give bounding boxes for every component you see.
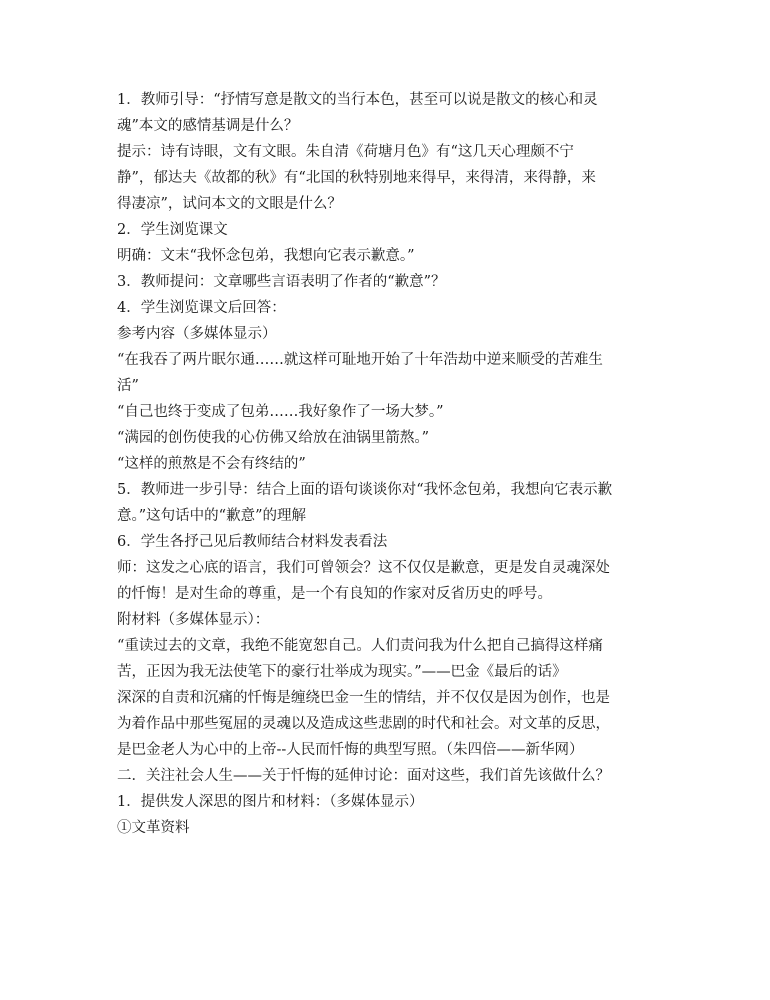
text-line: 5．教师进一步引导：结合上面的语句谈谈你对“我怀念包弟，我想向它表示歉 (117, 482, 613, 498)
text-line: 得凄凉”，试问本文的文眼是什么？ (117, 196, 342, 212)
text-line: 活” (117, 378, 139, 394)
text-line: ①文革资料 (117, 820, 190, 836)
text-line: “这样的煎熬是不会有终结的” (117, 456, 306, 472)
text-line: 2．学生浏览课文 (117, 222, 228, 238)
text-line: 静”，郁达夫《故都的秋》有“北国的秋特别地来得早，来得清，来得静，来 (117, 170, 596, 186)
text-line: 3．教师提问：文章哪些言语表明了作者的“歉意”？ (117, 274, 446, 290)
text-line: 的忏悔！是对生命的尊重，是一个有良知的作家对反省历史的呼号。 (117, 586, 552, 602)
text-line: 苦，正因为我无法使笔下的豪行壮举成为现实。”——巴金《最后的话》 (117, 664, 567, 680)
text-line: 附材料（多媒体显示）： (117, 612, 270, 628)
text-line: 魂”本文的感情基调是什么？ (117, 118, 299, 134)
text-line: 提示：诗有诗眼，文有文眼。朱自清《荷塘月色》有“这几天心理颇不宁 (117, 144, 574, 160)
text-line: 明确：文末“我怀念包弟，我想向它表示歉意。” (117, 248, 415, 264)
text-line: “在我吞了两片眠尔通……就这样可耻地开始了十年浩劫中逆来顺受的苦难生 (117, 352, 603, 368)
text-line: “重读过去的文章，我绝不能宽恕自己。人们责问我为什么把自己搞得这样痛 (117, 638, 603, 654)
text-line: 参考内容（多媒体显示） (117, 326, 277, 342)
text-line: 4．学生浏览课文后回答： (117, 300, 286, 316)
text-line: 意。”这句话中的“歉意”的理解 (117, 508, 306, 524)
text-line: 是巴金老人为心中的上帝--人民而忏悔的典型写照。（朱四倍——新华网） (117, 742, 584, 758)
text-line: 二．关注社会人生——关于忏悔的延伸讨论：面对这些，我们首先该做什么？ (117, 768, 610, 784)
text-line: “自己也终于变成了包弟……我好象作了一场大梦。” (117, 404, 444, 420)
text-line: “满园的创伤使我的心仿佛又给放在油锅里箭熬。” (117, 430, 430, 446)
text-line: 师：这发之心底的语言，我们可曾领会？这不仅仅是歉意，更是发自灵魂深处 (117, 560, 610, 576)
text-line: 6．学生各抒己见后教师结合材料发表看法 (117, 534, 388, 550)
text-line: 深深的自责和沉痛的忏悔是缠绕巴金一生的情结，并不仅仅是因为创作，也是 (117, 690, 610, 706)
document-body (117, 87, 657, 841)
text-line: 为着作品中那些冤屈的灵魂以及造成这些悲剧的时代和社会。对文革的反思， (117, 716, 610, 732)
text-line: 1．教师引导：“抒情写意是散文的当行本色，甚至可以说是散文的核心和灵 (117, 92, 598, 108)
text-line: 1．提供发人深思的图片和材料：（多媒体显示） (117, 794, 424, 810)
